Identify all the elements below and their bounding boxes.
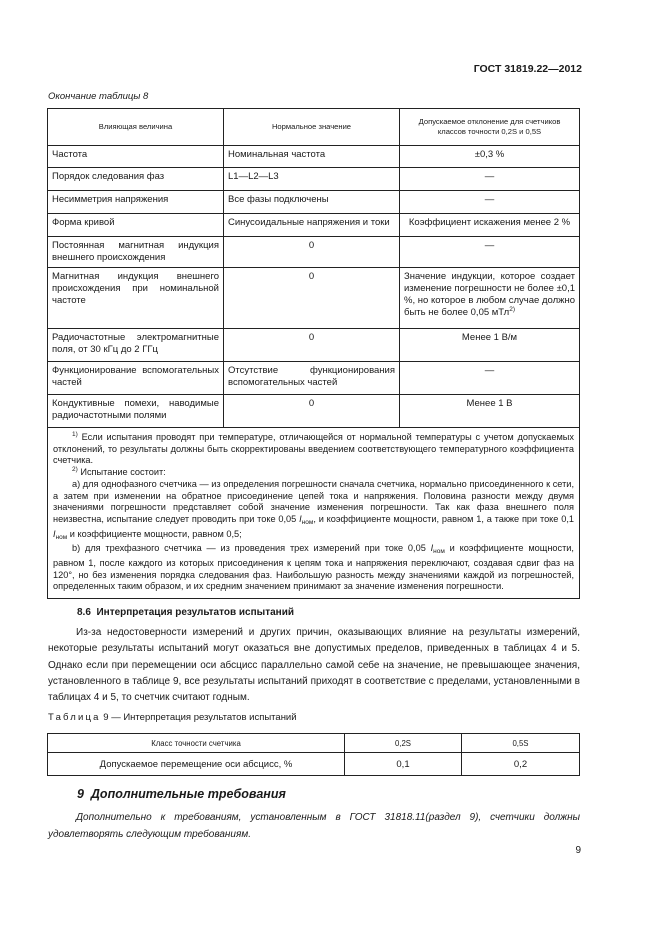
table-header-row <box>48 109 580 146</box>
section-8-6-heading <box>77 607 294 618</box>
table-9 <box>47 733 580 776</box>
cell-normal: 0 <box>224 329 400 362</box>
note-1 <box>53 432 574 467</box>
cell-value-02s: 0,1 <box>345 753 462 776</box>
cell-normal: 0 <box>224 237 400 268</box>
table-label: Таблица <box>48 712 101 723</box>
cell-quantity: Постоянная магнитная индукция внешнего происхождения <box>48 237 224 268</box>
note-2a-text: и коэффициенте мощности, равном 0,5; <box>67 528 242 539</box>
section-number: 8.6 <box>77 607 91 618</box>
footnote-mark: 2) <box>72 466 78 474</box>
cell-tolerance: ±0,3 % <box>400 146 580 168</box>
table-row <box>48 237 580 268</box>
cell-value-05s: 0,2 <box>462 753 580 776</box>
footnote-mark: 1) <box>72 430 78 438</box>
cell-tolerance: — <box>400 191 580 214</box>
cell-quantity: Радиочастотные электромагнитные поля, от 30 кГц до 2 ГГц <box>48 329 224 362</box>
section-title: Интерпретация результатов испытаний <box>96 607 294 618</box>
note-2b-text: b) для трехфазного счетчика — из проведения трех измерений при токе 0,05 <box>72 543 431 554</box>
table-row <box>48 146 580 168</box>
tolerance-text: Значение индукции, которое создает изменение погрешности не более ±0,1 %, но которое в любом случае должно быть не более 0,05 мТл <box>404 271 575 318</box>
current-symbol: I <box>299 513 302 524</box>
cell-tolerance: Менее 1 В/м <box>400 329 580 362</box>
note-2b-text: и коэффициенте мощности, равном 1, после каждого из которых присоединения к цепям тока и напряжения переключают, создавая сдвиг фаз на 120°, но без изменения порядка следования фаз. Наибольшую разность между значениями каждой из погрешностей, определенных таким образом, и их средним значением принимают за значение изменения погрешности. <box>53 543 574 592</box>
header-class-05s: 0,5S <box>462 734 580 753</box>
note-1-text: Если испытания проводят при температуре, отличающейся от нормальной температуры с учетом допускаемых отклонений, то результаты должны быть скорректированы введением соответствующего температурного коэффициента счетчика. <box>53 432 574 466</box>
current-subscript: ном <box>55 533 68 541</box>
note-2b <box>53 543 574 593</box>
cell-quantity: Форма кривой <box>48 214 224 237</box>
cell-normal: 0 <box>224 268 400 329</box>
cell-normal: Номинальная частота <box>224 146 400 168</box>
cell-quantity: Порядок следования фаз <box>48 168 224 191</box>
table-row <box>48 395 580 428</box>
section-9-paragraph: Дополнительно к требованиям, установленным в ГОСТ 31818.11(раздел 9), счетчики должны удовлетворять следующим требованиям. <box>48 812 580 840</box>
table-row <box>48 214 580 237</box>
table-notes-row <box>48 428 580 599</box>
header-quantity: Влияющая величина <box>48 109 224 146</box>
cell-label: Допускаемое перемещение оси абсцисс, % <box>48 753 345 776</box>
cell-quantity: Функционирование вспомогательных частей <box>48 362 224 395</box>
section-8-6-paragraph: Из-за недостоверности измерений и других причин, оказывающих влияние на результаты измерений, некоторые результаты испытаний могут оказаться вне допустимых пределов, приведенных в таблицах 4 и 5. Однако если при перемещении оси абсцисс параллельно самой себе на значение, не превышающее значения, установленного в таблице 9, все результаты испытаний приходят в соответствие с пределами, установленными в таблицах 4 и 5, то счетчик считают годным. <box>48 627 580 704</box>
cell-tolerance: Менее 1 В <box>400 395 580 428</box>
cell-tolerance: — <box>400 168 580 191</box>
current-symbol: I <box>430 543 434 554</box>
cell-tolerance <box>400 268 580 329</box>
page-number: 9 <box>575 845 581 856</box>
cell-tolerance: — <box>400 362 580 395</box>
cell-quantity: Магнитная индукция внешнего происхождения при номинальной частоте <box>48 268 224 329</box>
cell-normal: Синусоидальные напряжения и токи <box>224 214 400 237</box>
cell-tolerance: Коэффициент искажения менее 2 % <box>400 214 580 237</box>
current-subscript: ном <box>433 548 445 556</box>
note-2 <box>53 467 574 479</box>
footnote-mark: 2) <box>509 305 516 313</box>
section-number: 9 <box>77 787 84 801</box>
standard-designation: ГОСТ 31819.22—2012 <box>473 63 582 75</box>
header-tolerance: Допускаемое отклонение для счетчиков классов точности 0,2S и 0,5S <box>400 109 580 146</box>
header-accuracy-class: Класс точности счетчика <box>48 734 345 753</box>
note-2a-text: , и коэффициенте мощности, равном 1, а также при токе 0,1 <box>313 513 574 524</box>
section-9-heading <box>77 787 286 801</box>
header-class-02s: 0,2S <box>345 734 462 753</box>
table-row <box>48 168 580 191</box>
cell-quantity: Кондуктивные помехи, наводимые радиочастотными полями <box>48 395 224 428</box>
header-normal: Нормальное значение <box>224 109 400 146</box>
cell-normal: 0 <box>224 395 400 428</box>
cell-normal: Все фазы подключены <box>224 191 400 214</box>
cell-tolerance: — <box>400 237 580 268</box>
cell-normal: Отсутствие функционирования вспомогательных частей <box>224 362 400 395</box>
table-8 <box>47 108 580 599</box>
cell-quantity: Несимметрия напряжения <box>48 191 224 214</box>
table-row <box>48 191 580 214</box>
table-row <box>48 362 580 395</box>
table8-continuation-caption: Окончание таблицы 8 <box>48 91 149 102</box>
note-2a <box>53 479 574 544</box>
table-row <box>48 268 580 329</box>
table-title: 9 — Интерпретация результатов испытаний <box>100 712 297 723</box>
table-row <box>48 329 580 362</box>
note-2a-text: а) для однофазного счетчика — из определения погрешности сначала счетчика, нормально присоединенного к сети, а затем при изменении на обратное присоединение цепей тока и напряжения. Половина разности между двумя значениями погрешности представляет собой значение изменения погрешности. Так как фаза внешнего поля неизвестна, испытание следует проводить при токе 0,05 <box>53 478 574 524</box>
note-2-text: Испытание состоит: <box>80 467 166 478</box>
section-title: Дополнительные требования <box>90 787 286 801</box>
cell-quantity: Частота <box>48 146 224 168</box>
current-subscript: ном <box>301 518 314 526</box>
table-row <box>48 753 580 776</box>
current-symbol: I <box>53 528 56 539</box>
table-header-row <box>48 734 580 753</box>
table9-caption <box>48 712 297 723</box>
table-notes <box>48 428 580 599</box>
cell-normal: L1—L2—L3 <box>224 168 400 191</box>
